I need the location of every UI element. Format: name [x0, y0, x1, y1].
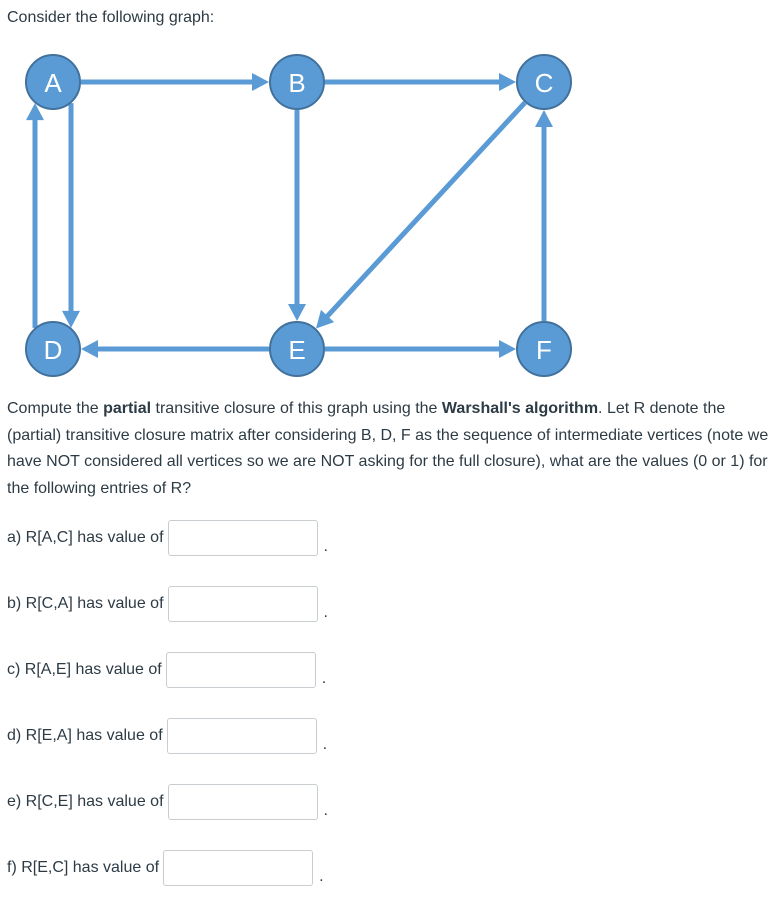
node-label: D — [43, 335, 63, 365]
emphasis-algorithm: Warshall's algorithm — [441, 400, 599, 417]
answer-row-d — [7, 716, 327, 756]
answer-period-a: . — [323, 538, 328, 555]
answer-label-e: e) R[C,E] has value of — [7, 793, 164, 810]
answer-label-b: b) R[C,A] has value of — [7, 595, 164, 612]
answer-label-d: d) R[E,A] has value of — [7, 727, 163, 744]
edge-f-to-c — [535, 110, 553, 321]
intro-text: Consider the following graph: — [7, 9, 215, 26]
answer-period-f: . — [319, 868, 324, 885]
answer-input-a[interactable] — [168, 520, 318, 556]
question-text: Compute the partial transitive closure of this graph using the Warshall's algorithm. Let R denote the (partial) transitive closure matrix after considering B, D, F as the sequence of intermediate vertices (note we have NOT considered all vertices so we are NOT asking for the full closure), what are the values (0 or 1) for the following entries of R? — [7, 400, 769, 497]
edge-b-to-c — [325, 73, 516, 91]
answer-period-b: . — [323, 604, 328, 621]
answer-label-c: c) R[A,E] has value of — [7, 661, 162, 678]
answer-input-b[interactable] — [168, 586, 318, 622]
node-label: F — [536, 335, 552, 365]
graph-node-b — [270, 55, 324, 109]
answer-period-d: . — [322, 736, 328, 753]
answer-row-e — [7, 782, 328, 822]
edge-d-to-a — [26, 103, 44, 328]
edge-e-to-f — [325, 340, 516, 358]
graph-node-f — [517, 322, 571, 376]
edge-b-to-e — [288, 110, 306, 321]
edge-e-to-d — [81, 340, 269, 358]
edge-a-to-d — [62, 103, 80, 328]
emphasis-partial: partial — [103, 400, 152, 417]
answer-input-f[interactable] — [163, 850, 313, 886]
answer-input-d[interactable] — [167, 718, 317, 754]
arrowhead-icon — [252, 73, 269, 91]
arrowhead-icon — [499, 340, 516, 358]
node-label: C — [534, 68, 554, 98]
node-label: A — [44, 68, 62, 98]
answer-input-e[interactable] — [168, 784, 318, 820]
answer-row-a — [7, 518, 328, 558]
arrowhead-icon — [535, 110, 553, 127]
answer-row-c — [7, 650, 326, 690]
edge-a-to-b — [81, 73, 269, 91]
arrowhead-icon — [288, 304, 306, 321]
answer-period-c: . — [321, 670, 327, 687]
node-label: B — [288, 68, 306, 98]
answer-period-e: . — [323, 802, 328, 819]
graph-node-a — [26, 55, 80, 109]
graph-node-c — [517, 55, 571, 109]
edge-line — [326, 103, 525, 318]
answer-row-f — [7, 848, 324, 888]
arrowhead-icon — [81, 340, 98, 358]
arrowhead-icon — [499, 73, 516, 91]
answer-label-a: a) R[A,C] has value of — [7, 529, 164, 546]
answer-input-c[interactable] — [166, 652, 316, 688]
directed-graph-figure — [0, 40, 777, 390]
answer-row-b — [7, 584, 328, 624]
graph-node-d — [26, 322, 80, 376]
node-label: E — [288, 335, 306, 365]
graph-node-e — [270, 322, 324, 376]
edge-c-to-e — [316, 103, 525, 329]
answer-label-f: f) R[E,C] has value of — [7, 859, 160, 876]
